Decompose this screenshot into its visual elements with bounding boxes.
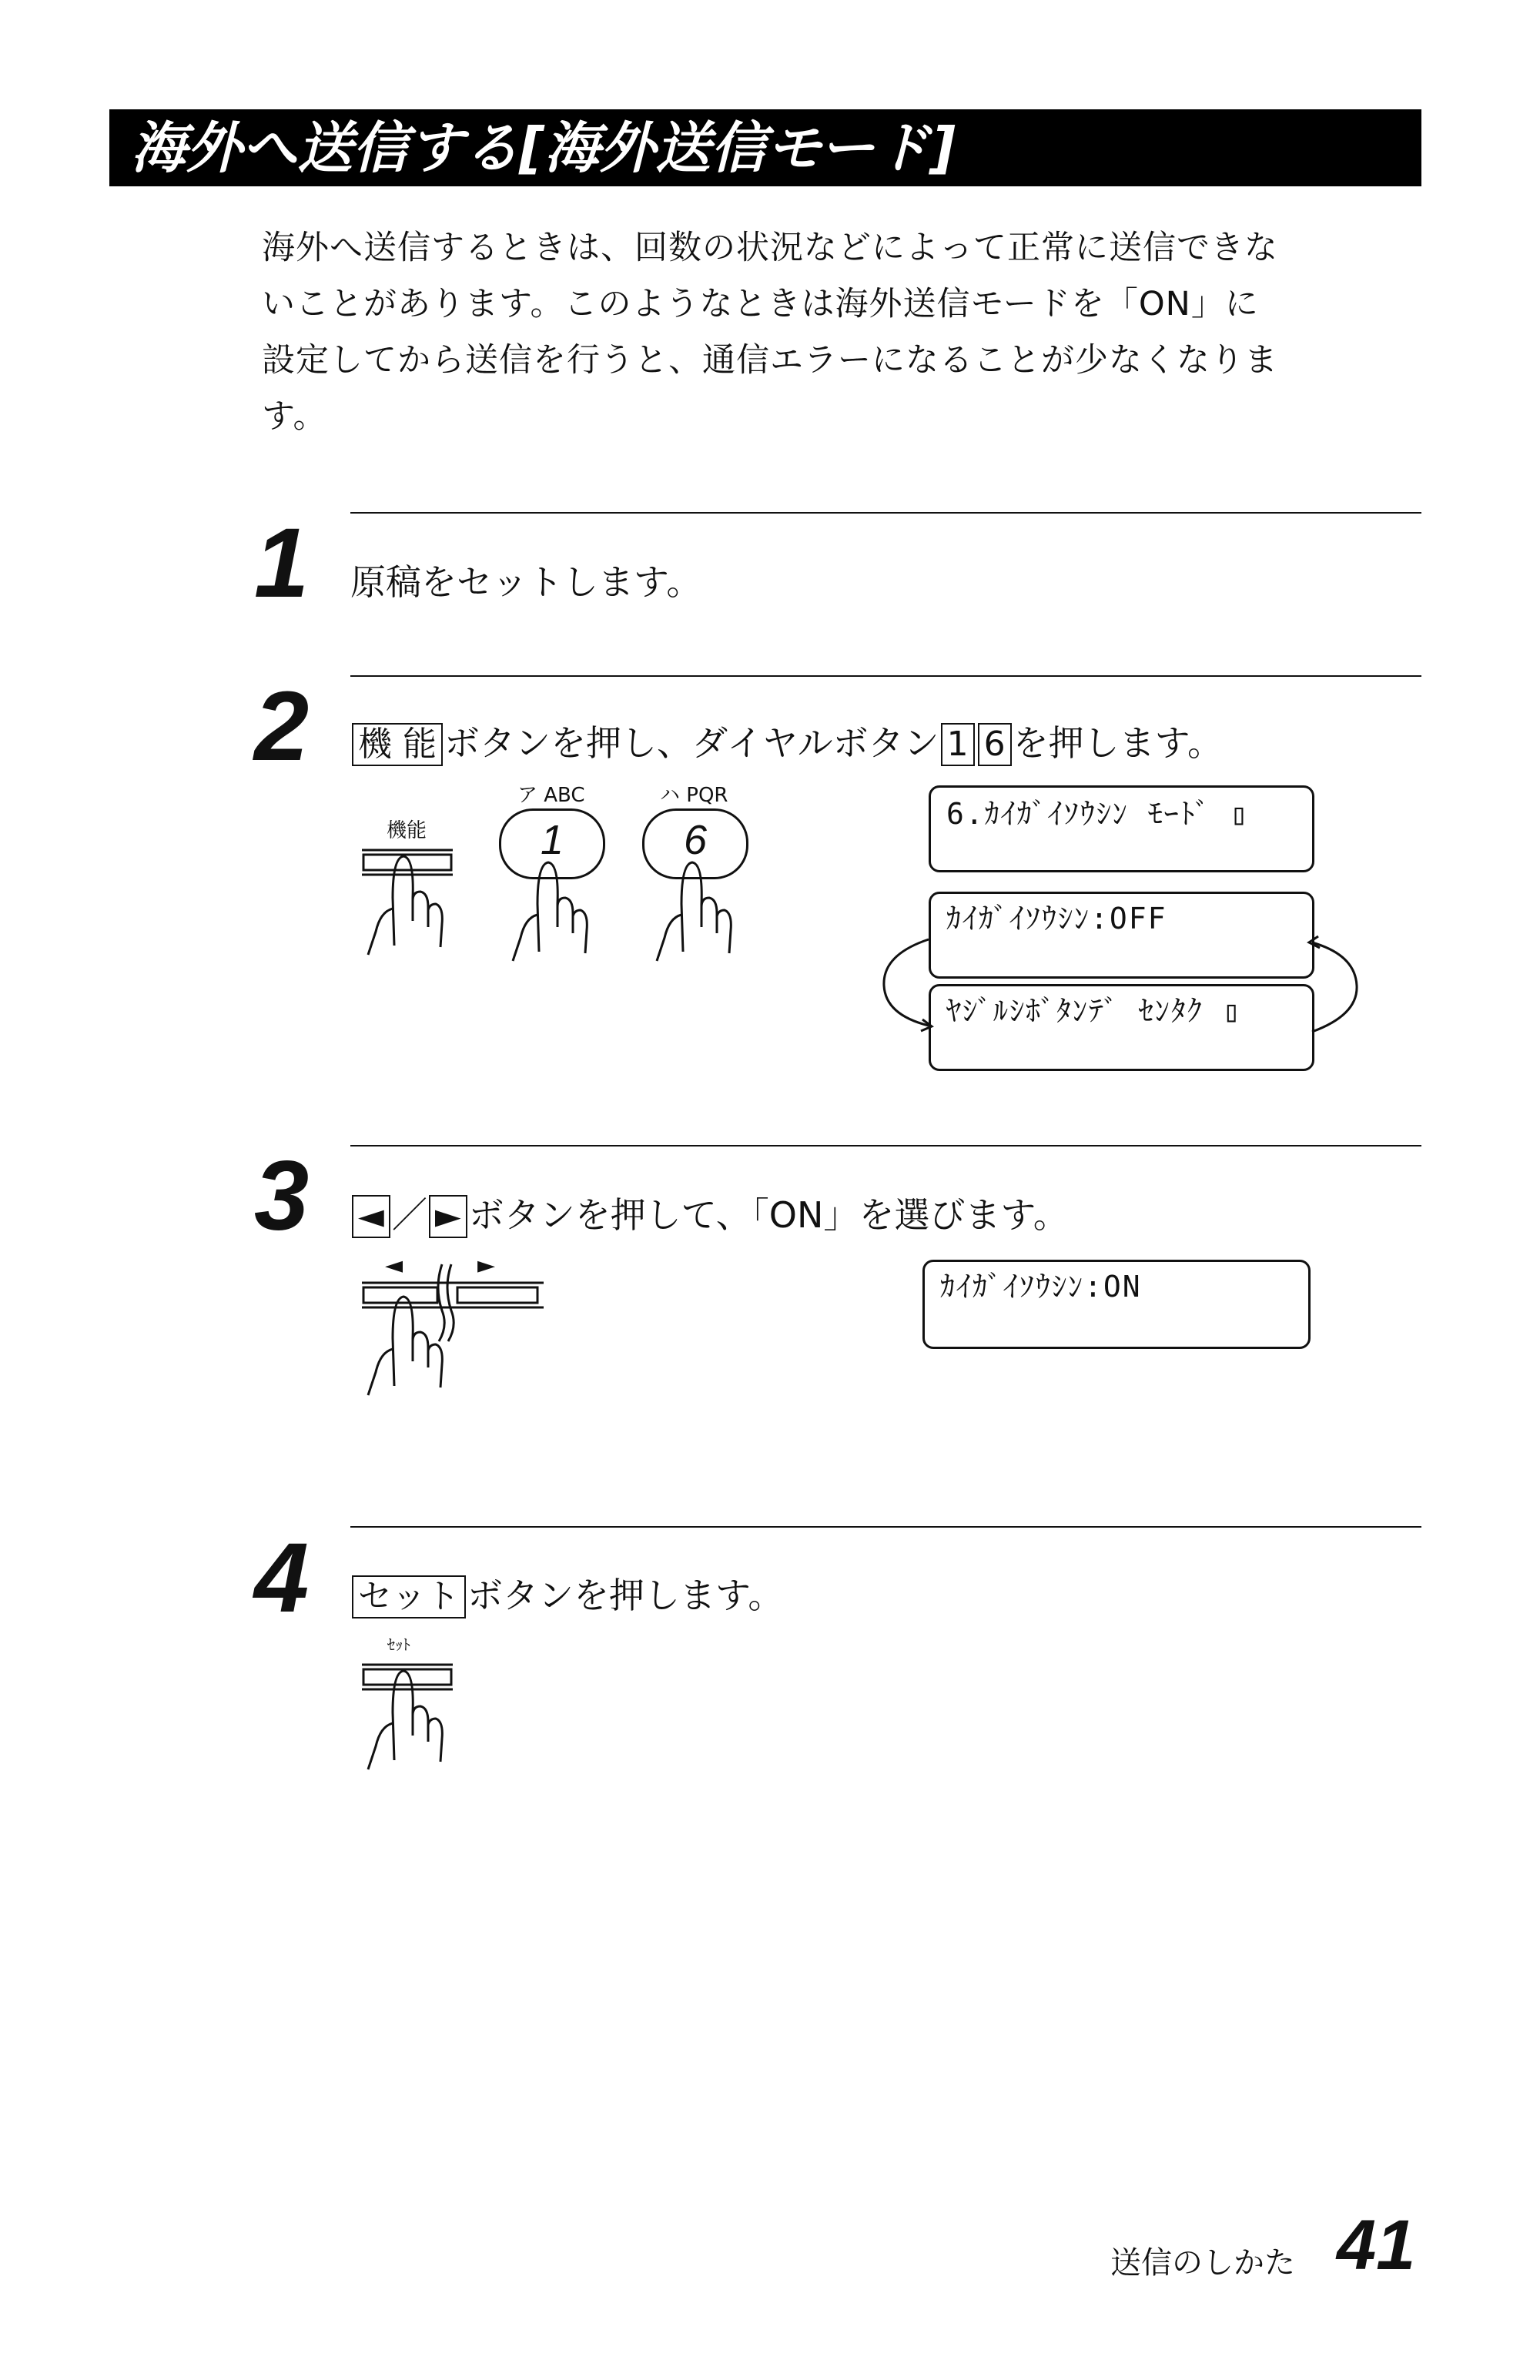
- separator: ／: [391, 1194, 427, 1236]
- lcd-display-on: [922, 1260, 1311, 1349]
- set-button-press-icon: [362, 1662, 462, 1777]
- step-divider: [350, 1145, 1421, 1146]
- page-number: 41: [1337, 2206, 1416, 2285]
- lcd-line: ｶｲｶﾞｲｿｳｼﾝ:OFF: [946, 902, 1167, 936]
- dial-1-letters: ア ABC: [517, 784, 585, 807]
- left-arrow-key: ◄: [352, 1195, 390, 1238]
- step-instruction: [350, 720, 1223, 766]
- step-text: ボタンを押し、ダイヤルボタン: [444, 722, 939, 764]
- set-button-label: ｾｯﾄ: [387, 1635, 410, 1654]
- intro-paragraph: [262, 220, 1424, 445]
- finger-press-icon: [651, 853, 743, 969]
- dial-6-letters: ハ PQR: [660, 784, 728, 807]
- step-instruction: [350, 1192, 1069, 1238]
- intro-line: 海外へ送信するときは、回数の状況などによって正常に送信できな: [262, 229, 1278, 267]
- arrow-buttons-press-icon: [362, 1280, 554, 1403]
- left-arrow-icon: ◄: [385, 1252, 403, 1279]
- dial-1-digit: 1: [540, 817, 564, 863]
- step-divider: [350, 1526, 1421, 1528]
- function-key: 機 能: [352, 723, 443, 766]
- step-instruction: [350, 1572, 783, 1618]
- right-arrow-icon: ►: [477, 1252, 496, 1279]
- function-button-label: 機能: [387, 819, 427, 842]
- dial-key-6: 6: [978, 723, 1012, 766]
- step-divider: [350, 675, 1421, 677]
- finger-press-icon: [507, 853, 599, 969]
- step-number: 3: [254, 1141, 310, 1251]
- step-text: を押します。: [1013, 722, 1223, 764]
- lcd-line: ﾔｼﾞﾙｼﾎﾞﾀﾝﾃﾞ ｾﾝﾀｸ ▯: [946, 994, 1242, 1028]
- step-text: 原稿をセットします。: [350, 561, 702, 603]
- step-number: 2: [254, 671, 310, 782]
- lcd-line: ｶｲｶﾞｲｿｳｼﾝ:ON: [940, 1270, 1142, 1304]
- intro-line: す。: [262, 397, 327, 436]
- footer-section-title: 送信のしかた: [1110, 2245, 1295, 2281]
- step-text: ボタンを押して、「ON」を選びます。: [468, 1194, 1069, 1236]
- step-number: 4: [254, 1523, 310, 1633]
- right-arrow-key: ►: [429, 1195, 467, 1238]
- step-text: ボタンを押します。: [467, 1575, 784, 1616]
- lcd-display-menu: [929, 785, 1314, 872]
- intro-line: 設定してから送信を行うと、通信エラーになることが少なくなりま: [262, 341, 1278, 380]
- dial-key-1: 1: [941, 723, 975, 766]
- step-number: 1: [254, 508, 310, 618]
- lcd-line: 6.ｶｲｶﾞｲｿｳｼﾝ ﾓｰﾄﾞ ▯: [946, 797, 1250, 831]
- intro-line: いことがあります。このようなときは海外送信モードを「ON」に: [262, 285, 1259, 323]
- set-key: セット: [352, 1575, 466, 1618]
- step-divider: [350, 512, 1421, 514]
- function-button-press-icon: [362, 847, 462, 962]
- toggle-cycle-arrows-icon: [878, 924, 1371, 1047]
- dial-6-digit: 6: [683, 817, 708, 863]
- page-title: 海外へ送信する[海外送信モード]: [131, 115, 956, 180]
